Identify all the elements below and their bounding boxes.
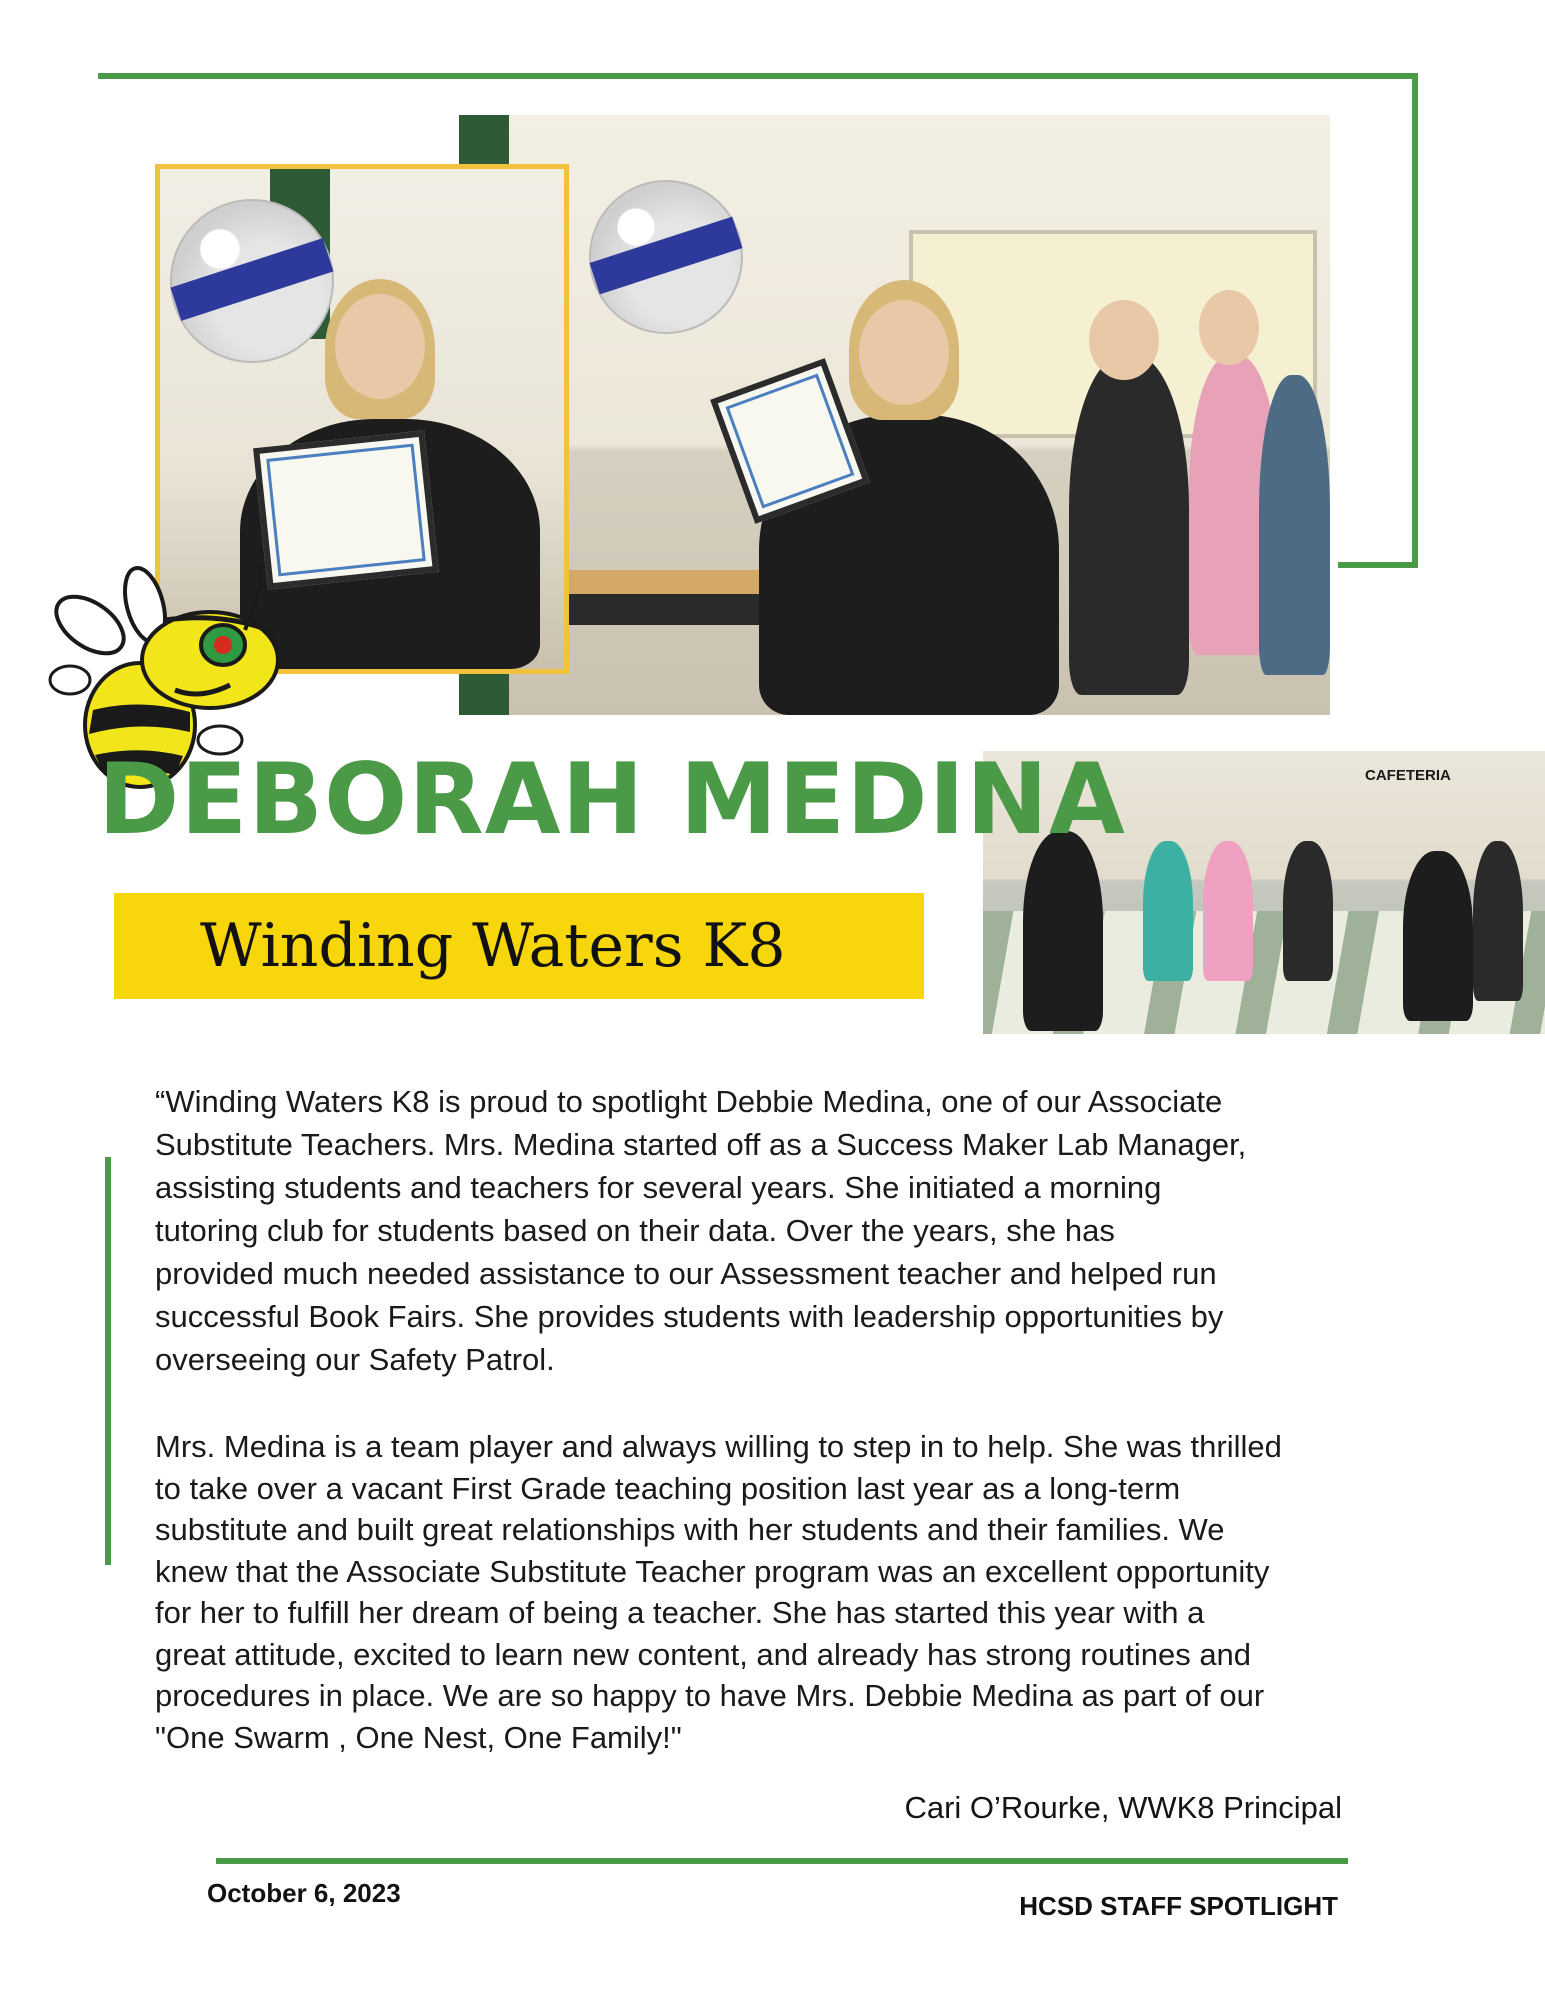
signature: Cari O’Rourke, WWK8 Principal xyxy=(904,1790,1342,1825)
article-paragraph-1: “Winding Waters K8 is proud to spotlight Debbie Medina, one of our Associate Substitute Teachers. Mrs. Medina started off as a Success Maker Lab Manager, assisting students and teachers for several years. She initiated a morning tutoring club for students based on their data. Over the years, she has provided much needed assistance to our Assessment teacher and helped run successful Book Fairs. She provides students with leadership opportunities by overseeing our Safety Patrol. xyxy=(155,1084,1247,1377)
footer-date: October 6, 2023 xyxy=(207,1878,401,1908)
school-name: Winding Waters K8 xyxy=(200,911,786,981)
right-frame-bottom-line xyxy=(1338,562,1418,568)
article-paragraph-2: Mrs. Medina is a team player and always willing to step in to help. She was thrilled to take over a vacant First Grade teaching position last year as a long-term substitute and built great relationships with her students and their families. We knew that the Associate Substitute Teacher program was an excellent opportunity for her to fulfill her dream of being a teacher. She has started this year with a great attitude, excited to learn new content, and already has strong routines and procedures in place. We are so happy to have Mrs. Debbie Medina as part of our "One Swarm , One Nest, One Family!" xyxy=(155,1429,1282,1755)
top-frame-line xyxy=(98,73,1418,79)
right-frame-line xyxy=(1412,73,1418,568)
main-photo xyxy=(459,115,1330,715)
left-accent-line xyxy=(105,1157,111,1565)
cafeteria-sign: CAFETERIA xyxy=(1365,767,1451,784)
footer-divider-line xyxy=(216,1858,1348,1864)
page-title: DEBORAH MEDINA xyxy=(98,743,1126,857)
footer-label: HCSD STAFF SPOTLIGHT xyxy=(1019,1891,1338,1921)
